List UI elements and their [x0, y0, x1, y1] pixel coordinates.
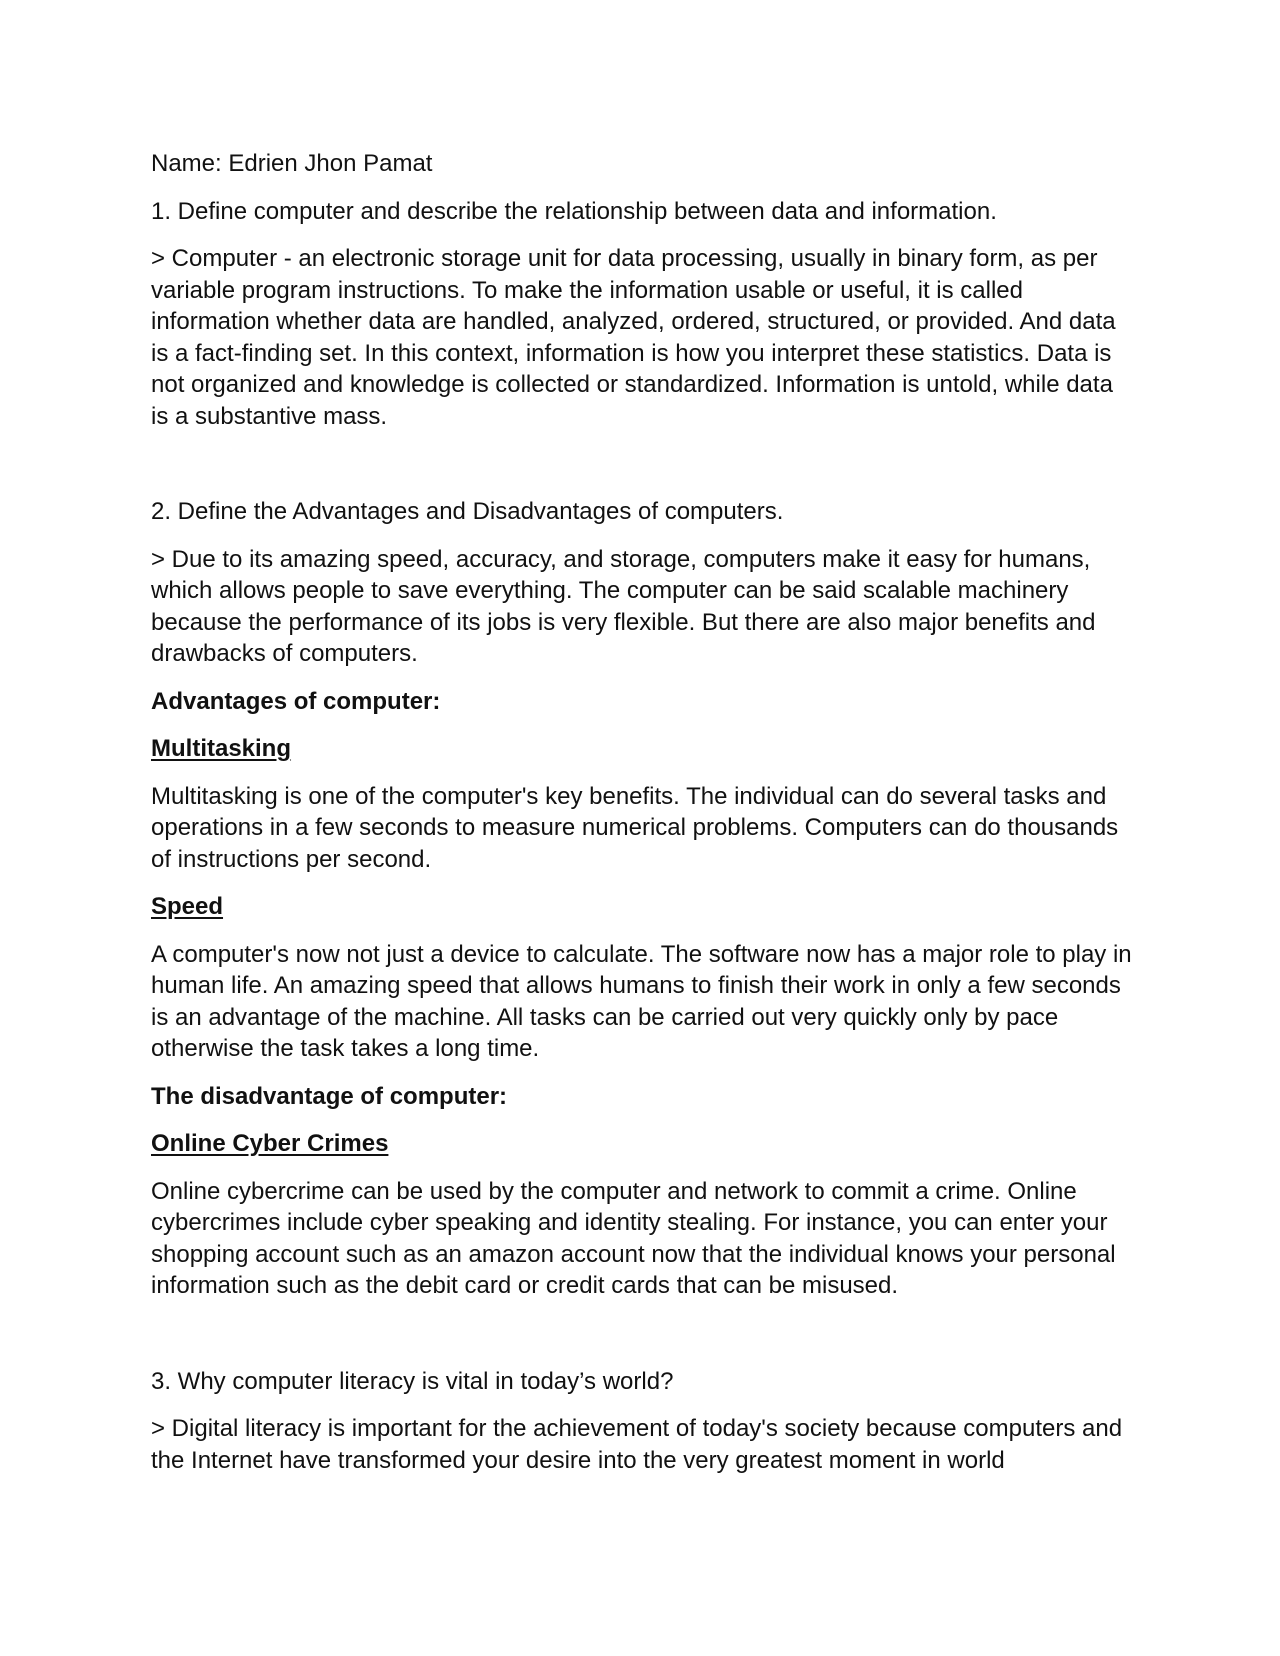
question-1: 1. Define computer and describe the relationship between data and information. — [151, 197, 997, 225]
answer-2: > Due to its amazing speed, accuracy, and storage, computers make it easy for humans, which allows people to save everything. The computer can be said scalable machinery because the performance of its jobs is very flexible. But there are also major benefits and drawbacks of computers. — [151, 545, 1096, 667]
answer-1: > Computer - an electronic storage unit for data processing, usually in binary form, as per variable program instructions. To make the information usable or useful, it is called information whether data are handled, analyzed, ordered, structured, or provided. And data is a fact-finding set. In this context, information is how you interpret these statistics. Data is not organized and knowledge is collected or standardized. Information is untold, while data is a substantive mass. — [151, 245, 1116, 430]
question-2: 2. Define the Advantages and Disadvantages of computers. — [151, 498, 784, 525]
disadvantage-heading: The disadvantage of computer: — [151, 1082, 508, 1110]
multitasking-heading: Multitasking — [151, 735, 292, 762]
answer-3: > Digital literacy is important for the achievement of today's society because computers and the Internet have transformed your desire into the very greatest moment in world — [151, 1415, 1123, 1474]
document-page — [151, 148, 1136, 1476]
cyber-crimes-paragraph: Online cybercrime can be used by the computer and network to commit a crime. Online cybercrimes include cyber speaking and identity stealing. For instance, you can enter your shopping account such as an amazon account now that the individual knows your personal information such as the debit card or credit cards that can be misused. — [151, 1177, 1116, 1299]
question-3: 3. Why computer literacy is vital in today’s world? — [151, 1367, 674, 1395]
student-name: Name: Edrien Jhon Pamat — [151, 150, 433, 177]
advantages-heading: Advantages of computer: — [151, 687, 441, 715]
cyber-crimes-heading: Online Cyber Crimes — [151, 1130, 389, 1157]
speed-heading: Speed — [151, 893, 224, 920]
multitasking-paragraph: Multitasking is one of the computer's key benefits. The individual can do several tasks and operations in a few seconds to measure numerical problems. Computers can do thousands of instructions per second. — [151, 782, 1119, 873]
speed-paragraph: A computer's now not just a device to calculate. The software now has a major role to play in human life. An amazing speed that allows humans to finish their work in only a few seconds is an advantage of the machine. All tasks can be carried out very quickly only by pace otherwise the task takes a long time. — [151, 940, 1132, 1062]
